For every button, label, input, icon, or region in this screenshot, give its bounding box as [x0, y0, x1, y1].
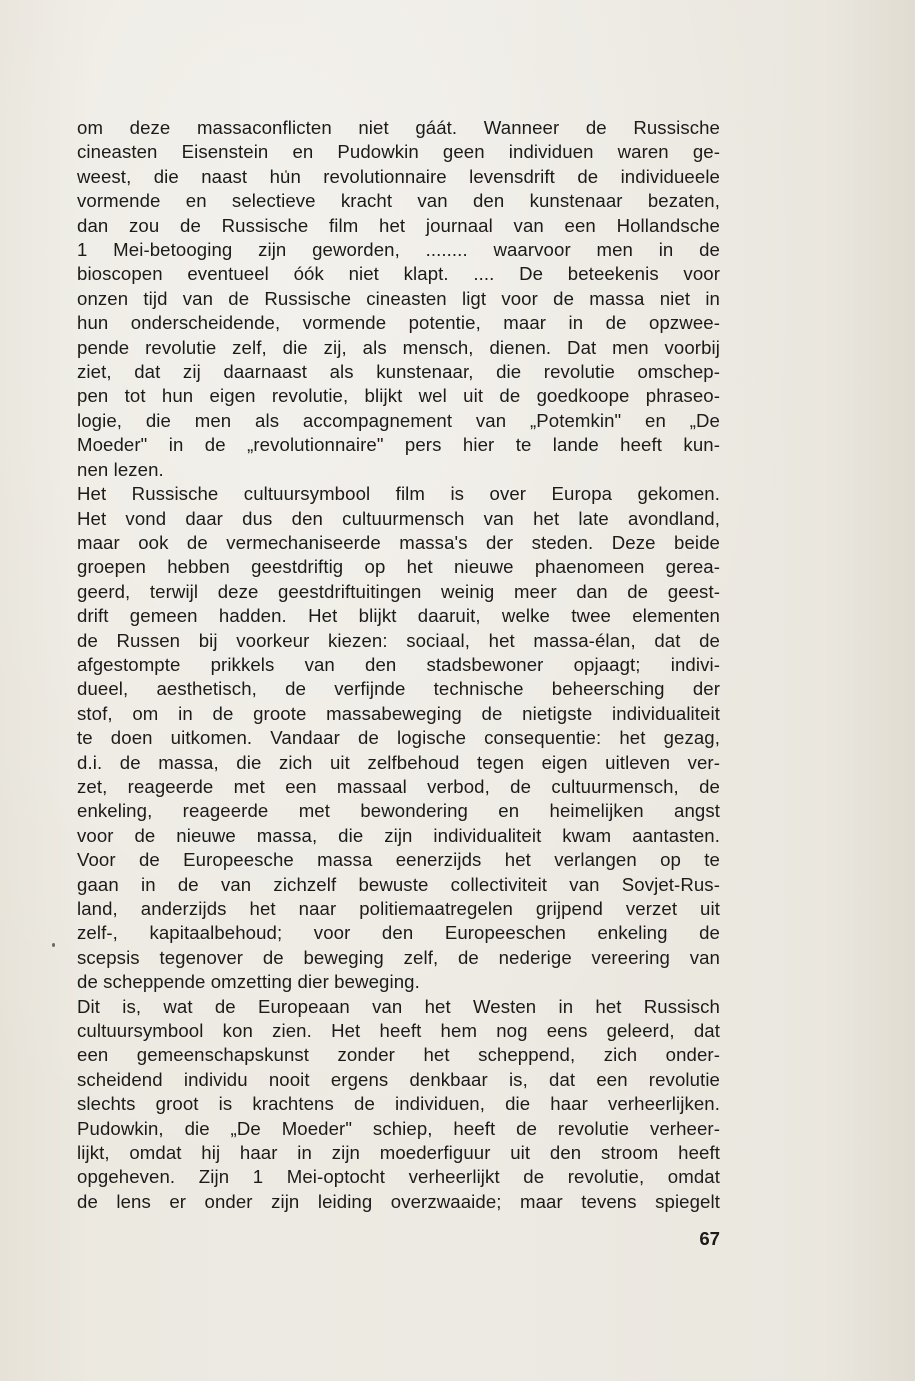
text-line: de lens er onder zijn leiding overzwaaide; maar tevens spiegelt: [77, 1190, 720, 1212]
text-line: Dit is, wat de Europeaan van het Westen in het Russisch: [77, 995, 720, 1017]
text-line: vormende en selectieve kracht van den kunstenaar bezaten,: [77, 190, 720, 212]
text-line: 1 Mei-betooging zijn geworden, ........ waarvoor men in de: [77, 239, 720, 261]
text-line: zelf-, kapitaalbehoud; voor den Europeeschen enkeling de: [77, 922, 720, 944]
text-line: d.i. de massa, die zich uit zelfbehoud tegen eigen uitleven ver-: [77, 751, 720, 773]
text-line: bioscopen eventueel óók niet klapt. .... De beteekenis voor: [77, 263, 720, 285]
text-line: de scheppende omzetting dier beweging.: [77, 971, 420, 993]
text-line: cineasten Eisenstein en Pudowkin geen individuen waren ge-: [77, 141, 720, 163]
text-line: scepsis tegenover de beweging zelf, de nederige vereering van: [77, 946, 720, 968]
text-line: cultuursymbool kon zien. Het heeft hem nog eens geleerd, dat: [77, 1020, 720, 1042]
text-line: weest, die naast hun revolutionnaire levensdrift de individueele: [77, 165, 720, 187]
text-line: nen lezen.: [77, 458, 164, 480]
text-line: zet, reageerde met een massaal verbod, de cultuurmensch, de: [77, 775, 720, 797]
text-line: opgeheven. Zijn 1 Mei-optocht verheerlijkt de revolutie, omdat: [77, 1166, 720, 1188]
text-line: land, anderzijds het naar politiemaatregelen grijpend verzet uit: [77, 898, 720, 919]
text-line: scheidend individu nooit ergens denkbaar is, dat een revolutie: [77, 1068, 720, 1090]
text-line: geerd, terwijl deze geestdriftuitingen weinig meer dan de geest-: [77, 580, 720, 602]
text-line: enkeling, reageerde met bewondering en heimelijken angst: [77, 800, 720, 822]
ink-speck: [52, 943, 55, 947]
text-line: Voor de Europeesche massa eenerzijds het verlangen op te: [77, 849, 720, 871]
text-line: onzen tijd van de Russische cineasten ligt voor de massa niet in: [77, 287, 720, 309]
text-line: ziet, dat zij daarnaast als kunstenaar, die revolutie omschep-: [77, 361, 720, 383]
text-line: hun onderscheidende, vormende potentie, maar in de opzwee-: [77, 312, 720, 334]
text-line: te doen uitkomen. Vandaar de logische consequentie: het gezag,: [77, 727, 720, 749]
text-line: een gemeenschapskunst zonder het scheppend, zich onder-: [77, 1044, 720, 1066]
text-line: Pudowkin, die „De Moeder" schiep, heeft de revolutie verheer-: [77, 1117, 720, 1139]
text-line: stof, om in de groote massabeweging de nietigste individualiteit: [77, 702, 720, 724]
text-line: pen tot hun eigen revolutie, blijkt wel uit de goedkoope phraseo-: [77, 385, 720, 407]
text-line: Het Russische cultuursymbool film is over Europa gekomen.: [77, 483, 720, 505]
text-line: lijkt, omdat hij haar in zijn moederfiguur uit den stroom heeft: [77, 1142, 720, 1164]
text-line: logie, die men als accompagnement van „Potemkin" en „De: [77, 409, 720, 431]
text-line: groepen hebben geestdriftig op het nieuwe phaenomeen gerea-: [77, 556, 720, 578]
text-line: dueel, aesthetisch, de verfijnde technische beheersching der: [77, 678, 720, 700]
body-text: [77, 116, 720, 1214]
text-line: slechts groot is krachtens de individuen, die haar verheerlijken.: [77, 1093, 720, 1115]
text-line: de Russen bij voorkeur kiezen: sociaal, het massa-élan, dat de: [77, 629, 720, 651]
text-line: pende revolutie zelf, die zij, als mensch, dienen. Dat men voorbij: [77, 336, 720, 358]
text-line: om deze massaconflicten niet gáát. Wanneer de Russische: [77, 117, 720, 138]
text-line: drift gemeen hadden. Het blijkt daaruit, welke twee elementen: [77, 605, 720, 627]
text-line: gaan in de van zichzelf bewuste collectiviteit van Sovjet-Rus-: [77, 873, 720, 895]
text-line: voor de nieuwe massa, die zijn individualiteit kwam aantasten.: [77, 824, 720, 846]
text-line: Het vond daar dus den cultuurmensch van het late avondland,: [77, 507, 720, 529]
text-line: afgestompte prikkels van den stadsbewoner opjaagt; indivi-: [77, 653, 720, 675]
text-line: Moeder" in de „revolutionnaire" pers hier te lande heeft kun-: [77, 434, 720, 456]
text-line: dan zou de Russische film het journaal van een Hollandsche: [77, 214, 720, 236]
page-number: 67: [699, 1228, 720, 1249]
text-line: maar ook de vermechaniseerde massa's der steden. Deze beide: [77, 531, 720, 553]
